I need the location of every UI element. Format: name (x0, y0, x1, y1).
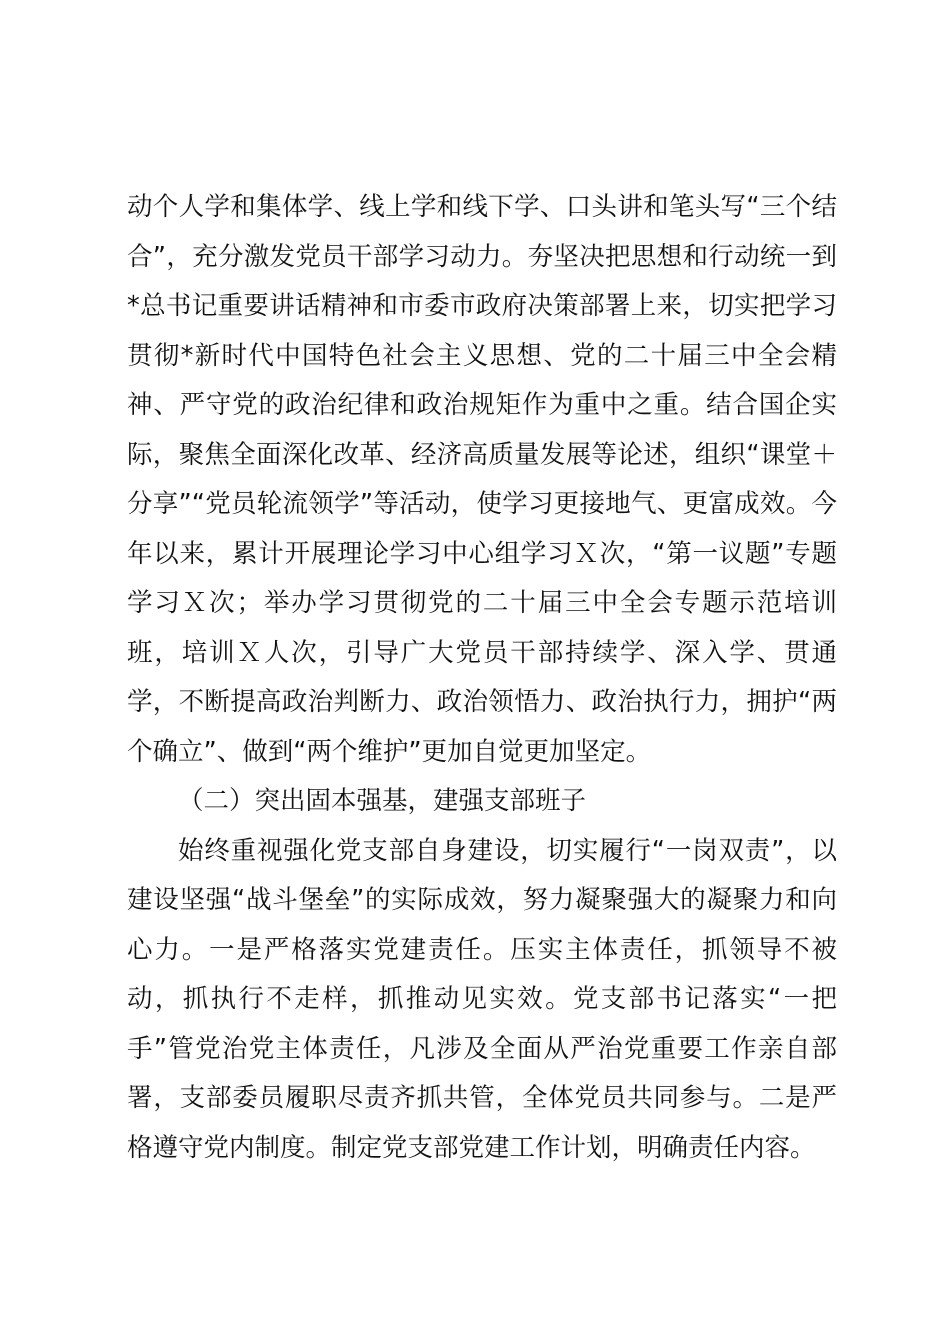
body-paragraph-continued: 动个人学和集体学、线上学和线下学、口头讲和笔头写“三个结合”，充分激发党员干部学习动力。夯坚决把思想和行动统一到*总书记重要讲话精神和市委市政府决策部署上来，切实把学习贯彻*新时代中国特色社会主义思想、党的二十届三中全会精神、严守党的政治纪律和政治规矩作为重中之重。结合国企实际，聚焦全面深化改革、经济高质量发展等论述，组织“课堂＋分享”“党员轮流领学”等活动，使学习更接地气、更富成效。今年以来，累计开展理论学习中心组学习Ｘ次，“第一议题”专题学习Ｘ次；举办学习贯彻党的二十届三中全会专题示范培训班，培训Ｘ人次，引导广大党员干部持续学、深入学、贯通学，不断提高政治判断力、政治领悟力、政治执行力，拥护“两个确立”、做到“两个维护”更加自觉更加坚定。 (127, 192, 837, 767)
document-body (127, 183, 837, 1173)
section-heading: （二）突出固本强基，建强支部班子 (178, 786, 587, 816)
body-paragraph: 始终重视强化党支部自身建设，切实履行“一岗双责”，以建设坚强“战斗堡垒”的实际成效，努力凝聚强大的凝聚力和向心力。一是严格落实党建责任。压实主体责任，抓领导不被动，抓执行不走样，抓推动见实效。党支部书记落实“一把手”管党治党主体责任，凡涉及全面从严治党重要工作亲自部署，支部委员履职尽责齐抓共管，全体党员共同参与。二是严格遵守党内制度。制定党支部党建工作计划，明确责任内容。 (127, 835, 837, 1163)
